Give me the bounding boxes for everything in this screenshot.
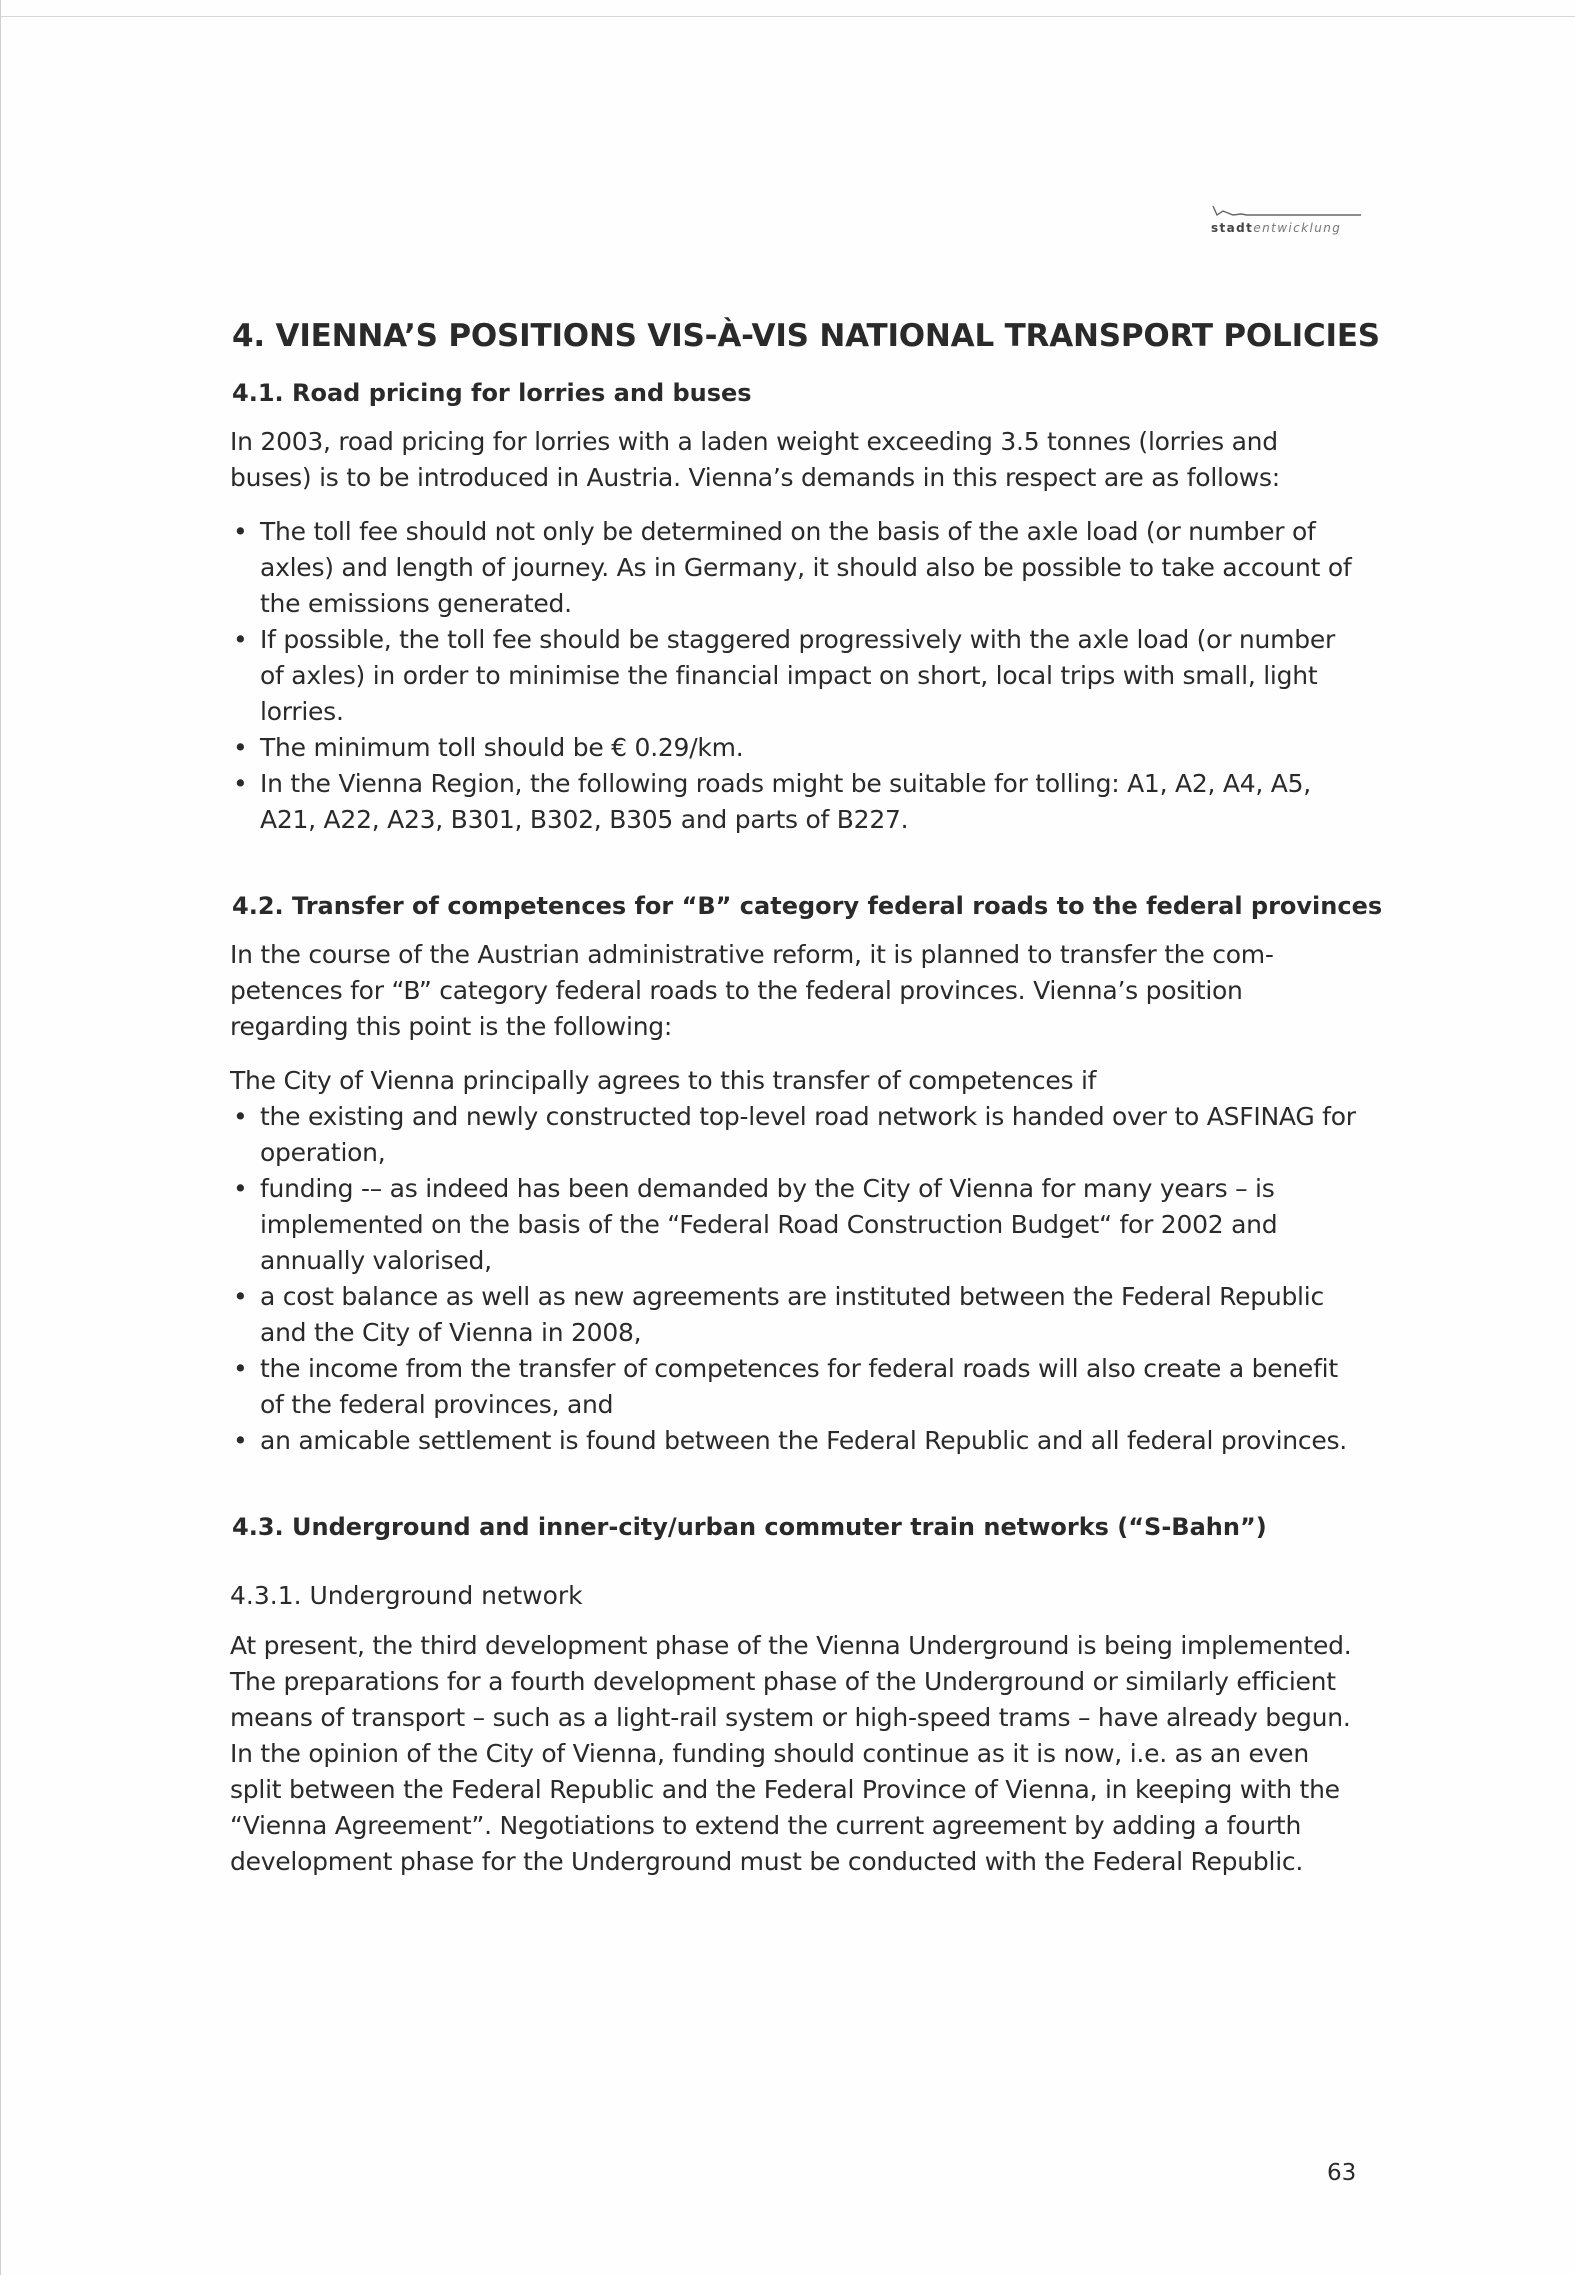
- chapter-title: 4. VIENNA’S POSITIONS VIS-À-VIS NATIONAL TRANSPORT POLICIES: [232, 318, 1380, 354]
- page-top-edge: [1, 16, 1575, 17]
- list-item: • In the Vienna Region, the following roads might be suitable for tolling: A1, A2, A4, A5, A21, A22, A23, B301, B302, B305 and parts of B227.: [230, 766, 1360, 838]
- page-number: 63: [1327, 2160, 1357, 2186]
- section-4-2-lead: The City of Vienna principally agrees to this transfer of competences if: [230, 1066, 1097, 1095]
- list-item: • If possible, the toll fee should be staggered progressively with the axle load (or number of axles) in order to minimise the financial impact on short, local trips with small, light lorries.: [230, 622, 1360, 730]
- section-spacer: [230, 1477, 1360, 1513]
- list-item: • funding -– as indeed has been demanded by the City of Vienna for many years – is implemented on the basis of the “Federal Road Construction Budget“ for 2002 and annually valorised,: [230, 1171, 1360, 1279]
- section-4-1-intro: In 2003, road pricing for lorries with a laden weight exceeding 3.5 tonnes (lorries and buses) is to be introduced in Austria. Vienna’s demands in this respect are as follows:: [230, 427, 1280, 492]
- list-item: • The minimum toll should be € 0.29/km.: [230, 730, 1360, 766]
- list-item: • a cost balance as well as new agreements are instituted between the Federal Republic and the City of Vienna in 2008,: [230, 1279, 1360, 1351]
- list-item: • an amicable settlement is found between the Federal Republic and all federal provinces.: [230, 1423, 1360, 1459]
- section-4-2-intro: In the course of the Austrian administrative reform, it is planned to transfer the competences for “B” category federal roads to the federal provinces. Vienna’s position regarding this point is the following:: [230, 940, 1274, 1041]
- stadtentwicklung-logo: [1209, 202, 1361, 238]
- skyline-line-icon: [1211, 202, 1361, 220]
- logo-wordmark: [1211, 221, 1341, 235]
- section-4-2-bullet-list: [230, 1099, 1360, 1459]
- section-4-1-bullet-list: [230, 514, 1360, 838]
- subsection-4-3-1-heading: 4.3.1. Underground network: [230, 1581, 583, 1610]
- section-4-1-heading: 4.1. Road pricing for lorries and buses: [232, 379, 752, 407]
- list-item: • the income from the transfer of competences for federal roads will also create a benefit of the federal provinces, and: [230, 1351, 1360, 1423]
- logo-wordmark-bold: stadt: [1211, 221, 1254, 235]
- list-item: • The toll fee should not only be determined on the basis of the axle load (or number of axles) and length of journey. As in Germany, it should also be possible to take account of the emissions generated.: [230, 514, 1360, 622]
- logo-wordmark-italic: entwicklung: [1253, 221, 1342, 235]
- subsection-4-3-1-body: At present, the third development phase of the Vienna Underground is being implemented. The preparations for a fourth development phase of the Underground or similarly efficient means of transport – such as a light-rail system or high-speed trams – have already begun. In the opinion of the City of Vienna, funding should continue as it is now, i.e. as an even split between the Federal Republic and the Federal Province of Vienna, in keeping with the “Vienna Agreement”. Negotiations to extend the current agreement by adding a fourth development phase for the Underground must be conducted with the Federal Republic.: [230, 1631, 1352, 1876]
- section-spacer: [230, 856, 1360, 892]
- list-item: • the existing and newly constructed top-level road network is handed over to ASFINAG for operation,: [230, 1099, 1360, 1171]
- section-4-2-heading: 4.2. Transfer of competences for “B” category federal roads to the federal provinces: [232, 892, 1383, 920]
- main-content: [230, 318, 1383, 1898]
- section-4-3-heading: 4.3. Underground and inner-city/urban commuter train networks (“S-Bahn”): [232, 1513, 1267, 1541]
